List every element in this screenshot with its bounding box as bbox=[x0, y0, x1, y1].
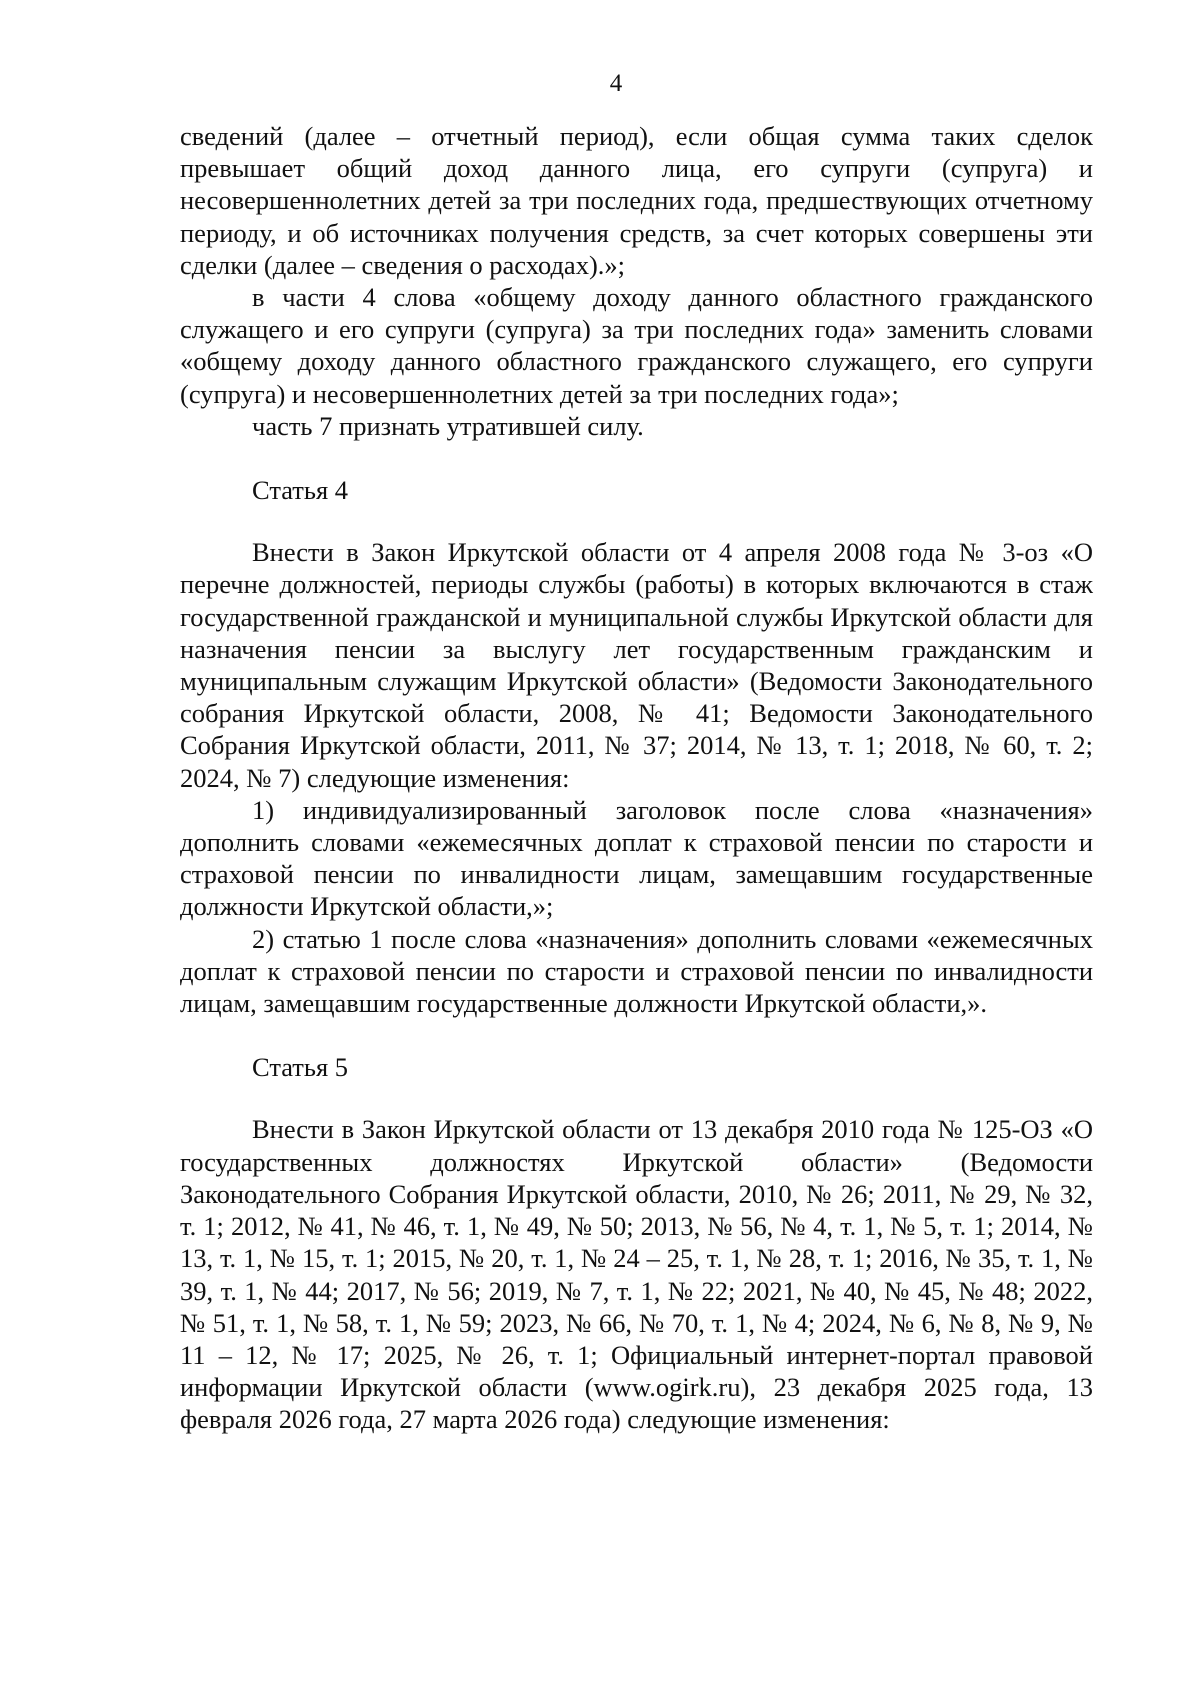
paragraph-part-7-repeal: часть 7 признать утратившей силу. bbox=[252, 410, 644, 441]
spacer bbox=[180, 506, 1093, 536]
spacer bbox=[180, 1083, 1093, 1113]
article-4-heading: Статья 4 bbox=[252, 475, 349, 506]
article-4-item-2: 2) статью 1 после слова «назначения» дополнить словами «ежемесячных доплат к страховой пенсии по старости и страховой пенсии по инвалидности лицам, замещавшим государственные должности Иркутской области,». bbox=[180, 923, 1093, 1019]
paragraph-continuation: сведений (далее – отчетный период), если общая сумма таких сделок превышает общий доход данного лица, его супруги (супруга) и несовершеннолетних детей за три последних года, предшествующих отчетному периоду, и об источниках получения средств, за счет которых совершены эти сделки (далее – сведения о расходах).»; bbox=[180, 121, 1093, 280]
spacer bbox=[180, 442, 1093, 474]
page-number: 4 bbox=[609, 70, 623, 97]
article-5-intro-paragraph: Внести в Закон Иркутской области от 13 декабря 2010 года № 125-ОЗ «О государственных должностях Иркутской области» (Ведомости Законодательного Собрания Иркутской области, 2010, № 26; 2011, № 29, № 32, т. 1; 2012, № 41, № 46, т. 1, № 49, № 50; 2013, № 56, № 4, т. 1, № 5, т. 1; 2014, № 13, т. 1, № 15, т. 1; 2015, № 20, т. 1, № 24 – 25, т. 1, № 28, т. 1; 2016, № 35, т. 1, № 39, т. 1, № 44; 2017, № 56; 2019, № 7, т. 1, № 22; 2021, № 40, № 45, № 48; 2022, № 51, т. 1, № 58, т. 1, № 59; 2023, № 66, № 70, т. 1, № 4; 2024, № 6, № 8, № 9, № 11 – 12, № 17; 2025, № 26, т. 1; Официальный интернет-портал правовой информации Иркутской области (www.ogirk.ru), 23 декабря 2025 года, 13 февраля 2026 года, 27 марта 2026 года) следующие изменения: bbox=[180, 1114, 1093, 1435]
article-4-intro-paragraph: Внести в Закон Иркутской области от 4 апреля 2008 года № 3-оз «О перечне должностей, периоды службы (работы) в которых включаются в стаж государственной гражданской и муниципальной службы Иркутской области для назначения пенсии за выслугу лет государственным гражданским и муниципальным служащим Иркутской области» (Ведомости Законодательного собрания Иркутской области, 2008, № 41; Ведомости Законодательного Собрания Иркутской области, 2011, № 37; 2014, № 13, т. 1; 2018, № 60, т. 2; 2024, № 7) следующие изменения: bbox=[180, 537, 1093, 793]
document-body bbox=[180, 120, 1093, 1436]
paragraph-part-4-amendment: в части 4 слова «общему доходу данного областного гражданского служащего и его супруги (супруга) за три последних года» заменить словами «общему доходу данного областного гражданского служащего, его супруги (супруга) и несовершеннолетних детей за три последних года»; bbox=[180, 282, 1093, 409]
spacer bbox=[180, 1019, 1093, 1051]
article-5-heading: Статья 5 bbox=[252, 1052, 349, 1083]
article-4-item-1: 1) индивидуализированный заголовок после слова «назначения» дополнить словами «ежемесячных доплат к страховой пенсии по старости и страховой пенсии по инвалидности лицам, замещавшим государственные должности Иркутской области,»; bbox=[180, 794, 1093, 922]
